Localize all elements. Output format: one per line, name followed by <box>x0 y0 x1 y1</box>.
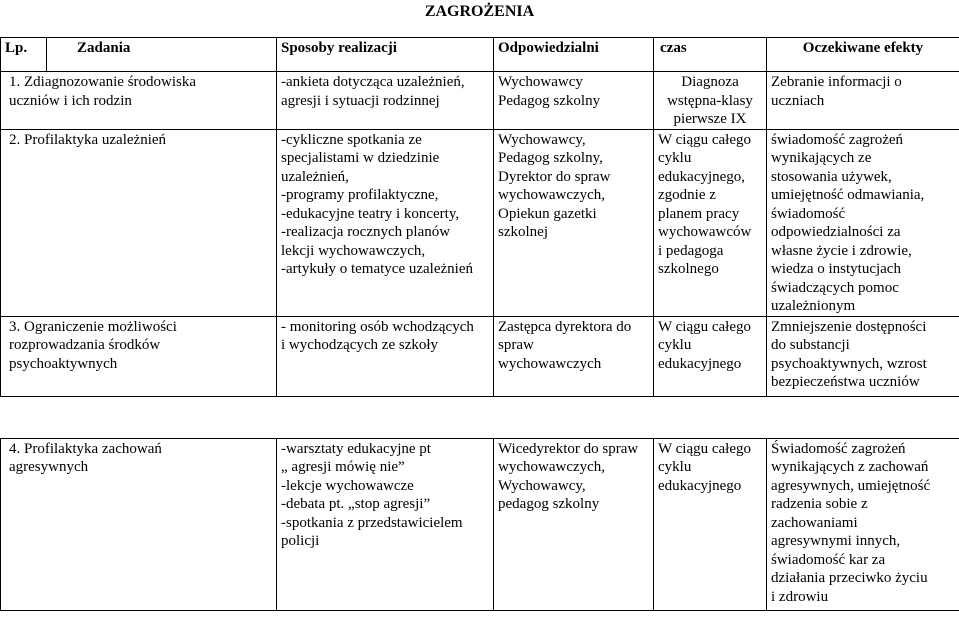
methods-cell: -cykliczne spotkania ze specjalistami w dziedzinie uzależnień, -programy profilaktyczne, -edukacyjne teatry i koncerty, -realizacja rocznych planów lekcji wychowawczych, -artykuły o tematyce uzależnień <box>277 129 494 316</box>
effects-cell: Zebranie informacji o uczniach <box>767 72 959 130</box>
header-time: czas <box>654 38 767 72</box>
responsible-cell: Wychowawcy Pedagog szkolny <box>494 72 654 130</box>
table-row <box>1 438 959 610</box>
responsible-cell: Zastępca dyrektora do spraw wychowawczych <box>494 316 654 396</box>
effects-cell: świadomość zagrożeń wynikających ze stosowania używek, umiejętność odmawiania, świadomość odpowiedzialności za własne życie i zdrowie, wiedza o instytucjach świadczących pomoc uzależnionym <box>767 129 959 316</box>
threats-table <box>0 37 959 611</box>
header-responsible: Odpowiedzialni <box>494 38 654 72</box>
effects-cell: Świadomość zagrożeń wynikających z zachowań agresywnych, umiejętność radzenia sobie z zachowaniami agresywnymi innych, świadomość kar za działania przeciwko życiu i zdrowiu <box>767 438 959 610</box>
header-effects: Oczekiwane efekty <box>767 38 959 72</box>
header-lp: Lp. <box>1 38 47 72</box>
document-title: ZAGROŻENIA <box>424 3 535 20</box>
table-row <box>1 316 959 396</box>
time-cell: W ciągu całego cyklu edukacyjnego <box>654 316 767 396</box>
table-row <box>1 129 959 316</box>
task-cell: 2. Profilaktyka uzależnień <box>1 129 277 316</box>
header-row <box>1 38 959 72</box>
responsible-cell: Wicedyrektor do spraw wychowawczych, Wychowawcy, pedagog szkolny <box>494 438 654 610</box>
methods-cell: - monitoring osób wchodzących i wychodzących ze szkoły <box>277 316 494 396</box>
task-cell: 4. Profilaktyka zachowań agresywnych <box>1 438 277 610</box>
time-cell: Diagnoza wstępna-klasy pierwsze IX <box>654 72 767 130</box>
methods-cell: -warsztaty edukacyjne pt „ agresji mówię nie” -lekcje wychowawcze -debata pt. „stop agresji” -spotkania z przedstawicielem policji <box>277 438 494 610</box>
row-spacer <box>1 396 959 438</box>
effects-cell: Zmniejszenie dostępności do substancji psychoaktywnych, wzrost bezpieczeństwa uczniów <box>767 316 959 396</box>
task-cell: 1. Zdiagnozowanie środowiska uczniów i ich rodzin <box>1 72 277 130</box>
table-row <box>1 72 959 130</box>
spacer-cell <box>1 396 959 438</box>
header-tasks: Zadania <box>47 38 277 72</box>
time-cell: W ciągu całego cyklu edukacyjnego, zgodnie z planem pracy wychowawców i pedagoga szkolnego <box>654 129 767 316</box>
task-cell: 3. Ograniczenie możliwości rozprowadzania środków psychoaktywnych <box>1 316 277 396</box>
responsible-cell: Wychowawcy, Pedagog szkolny, Dyrektor do spraw wychowawczych, Opiekun gazetki szkolnej <box>494 129 654 316</box>
methods-cell: -ankieta dotycząca uzależnień, agresji i sytuacji rodzinnej <box>277 72 494 130</box>
time-cell: W ciągu całego cyklu edukacyjnego <box>654 438 767 610</box>
header-methods: Sposoby realizacji <box>277 38 494 72</box>
